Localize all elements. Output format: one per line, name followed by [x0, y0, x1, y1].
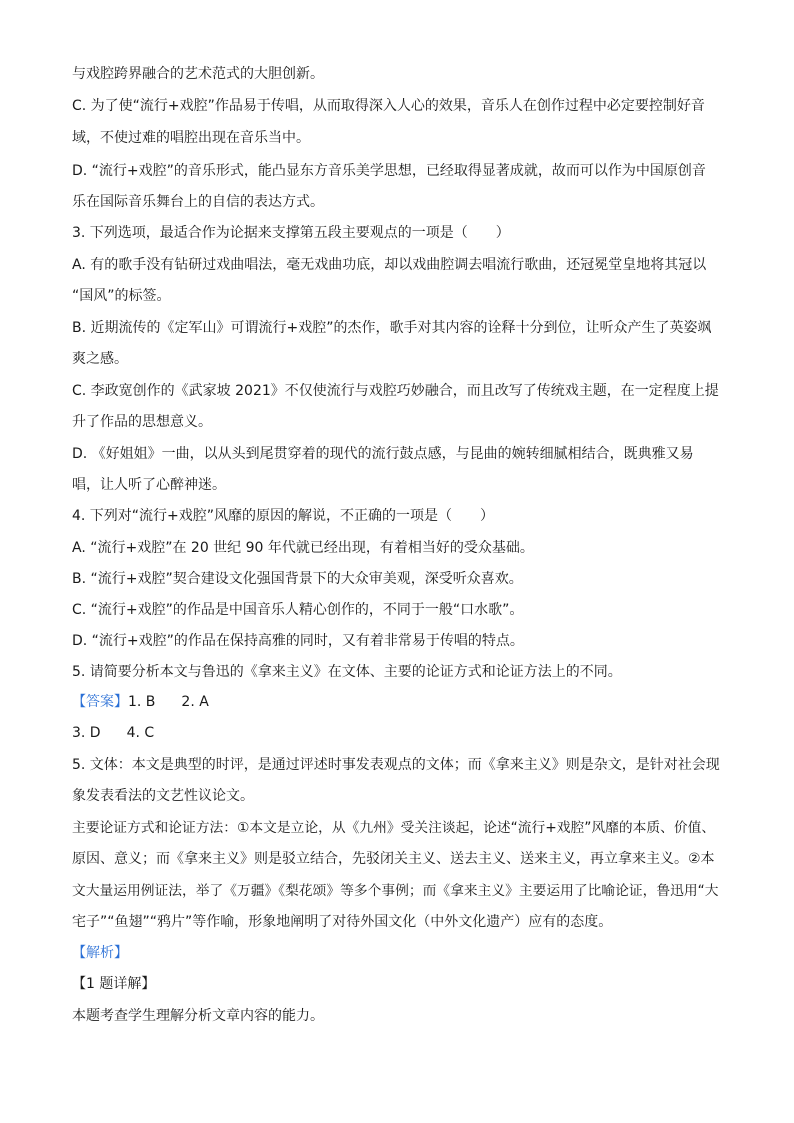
answer-row-2 [72, 723, 154, 743]
text-line: 唱，让人听了心醉神迷。 [72, 477, 226, 493]
answer-5-line: 主要论证方式和论证方法：①本文是立论，从《九州》受关注谈起，论述“流行+戏腔”风靡的本质、价值、 [72, 820, 716, 836]
text-line: 本题考查学生理解分析文章内容的能力。 [72, 1008, 324, 1024]
answer-3: 3. D [72, 725, 101, 741]
text-line: C. 为了使“流行+戏腔”作品易于传唱，从而取得深入人心的效果，音乐人在创作过程中必定要控制好音 [72, 98, 705, 114]
option-3a: A. 有的歌手没有钻研过戏曲唱法，毫无戏曲功底，却以戏曲腔调去唱流行歌曲，还冠冕堂皇地将其冠以 [72, 257, 707, 273]
answer-5-line: 5. 文体：本文是典型的时评，是通过评述时事发表观点的文体；而《拿来主义》则是杂文，是针对社会现 [72, 757, 720, 773]
question-5: 5. 请简要分析本文与鲁迅的《拿来主义》在文体、主要的论证方式和论证方法上的不同。 [72, 664, 622, 680]
question-3: 3. 下列选项，最适合作为论据来支撑第五段主要观点的一项是（ ） [72, 225, 510, 241]
text-line: 升了作品的思想意义。 [72, 414, 212, 430]
option-3b: B. 近期流传的《定军山》可谓流行+戏腔”的杰作，歌手对其内容的诠释十分到位，让听众产生了英姿飒 [72, 320, 712, 336]
answer-5-line: 象发表看法的文艺性议论文。 [72, 788, 254, 804]
question-4: 4. 下列对“流行+戏腔”风靡的原因的解说，不正确的一项是（ ） [72, 508, 495, 524]
answer-4: 4. C [126, 725, 155, 741]
option-4d: D. “流行+戏腔”的作品在保持高雅的同时，又有着非常易于传唱的特点。 [72, 633, 524, 649]
option-4c: C. “流行+戏腔”的作品是中国音乐人精心创作的，不同于一般“口水歌”。 [72, 602, 524, 618]
answer-5-line: 原因、意义；而《拿来主义》则是驳立结合，先驳闭关主义、送去主义、送来主义，再立拿来主义。②本 [72, 851, 715, 867]
answer-2: 2. A [181, 694, 209, 710]
text-line: 乐在国际音乐舞台上的自信的表达方式。 [72, 194, 324, 210]
text-line: D. “流行+戏腔”的音乐形式，能凸显东方音乐美学思想，已经取得显著成就，故而可以作为中国原创音 [72, 163, 706, 179]
option-4b: B. “流行+戏腔”契合建设文化强国背景下的大众审美观，深受听众喜欢。 [72, 571, 523, 587]
answer-5-line: 文大量运用例证法，举了《万疆》《梨花颂》等多个事例；而《拿来主义》主要运用了比喻论证，鲁迅用“大 [72, 883, 719, 899]
option-4a: A. “流行+戏腔”在 20 世纪 90 年代就已经出现，有着相当好的受众基础。 [72, 540, 534, 556]
text-line: 爽之感。 [72, 351, 128, 367]
text-line: “国风”的标签。 [72, 288, 171, 304]
detail-label: 【1 题详解】 [72, 976, 156, 992]
answer-row-1 [72, 692, 209, 712]
option-3d: D. 《好姐姐》一曲，以从头到尾贯穿着的现代的流行鼓点感，与昆曲的婉转细腻相结合，既典雅又易 [72, 446, 694, 462]
answer-1: 1. B [128, 694, 156, 710]
option-3c: C. 李政宽创作的《武家坡 2021》不仅使流行与戏腔巧妙融合，而且改写了传统戏主题，在一定程度上提 [72, 383, 719, 399]
answer-label: 【答案】 [72, 694, 128, 710]
text-line: 域，不使过难的唱腔出现在音乐当中。 [72, 130, 310, 146]
text-line: 与戏腔跨界融合的艺术范式的大胆创新。 [72, 66, 324, 82]
analysis-label: 【解析】 [72, 945, 128, 961]
answer-5-line: 宅子”“鱼翅”“鸦片”等作喻，形象地阐明了对待外国文化（中外文化遗产）应有的态度。 [72, 914, 613, 930]
